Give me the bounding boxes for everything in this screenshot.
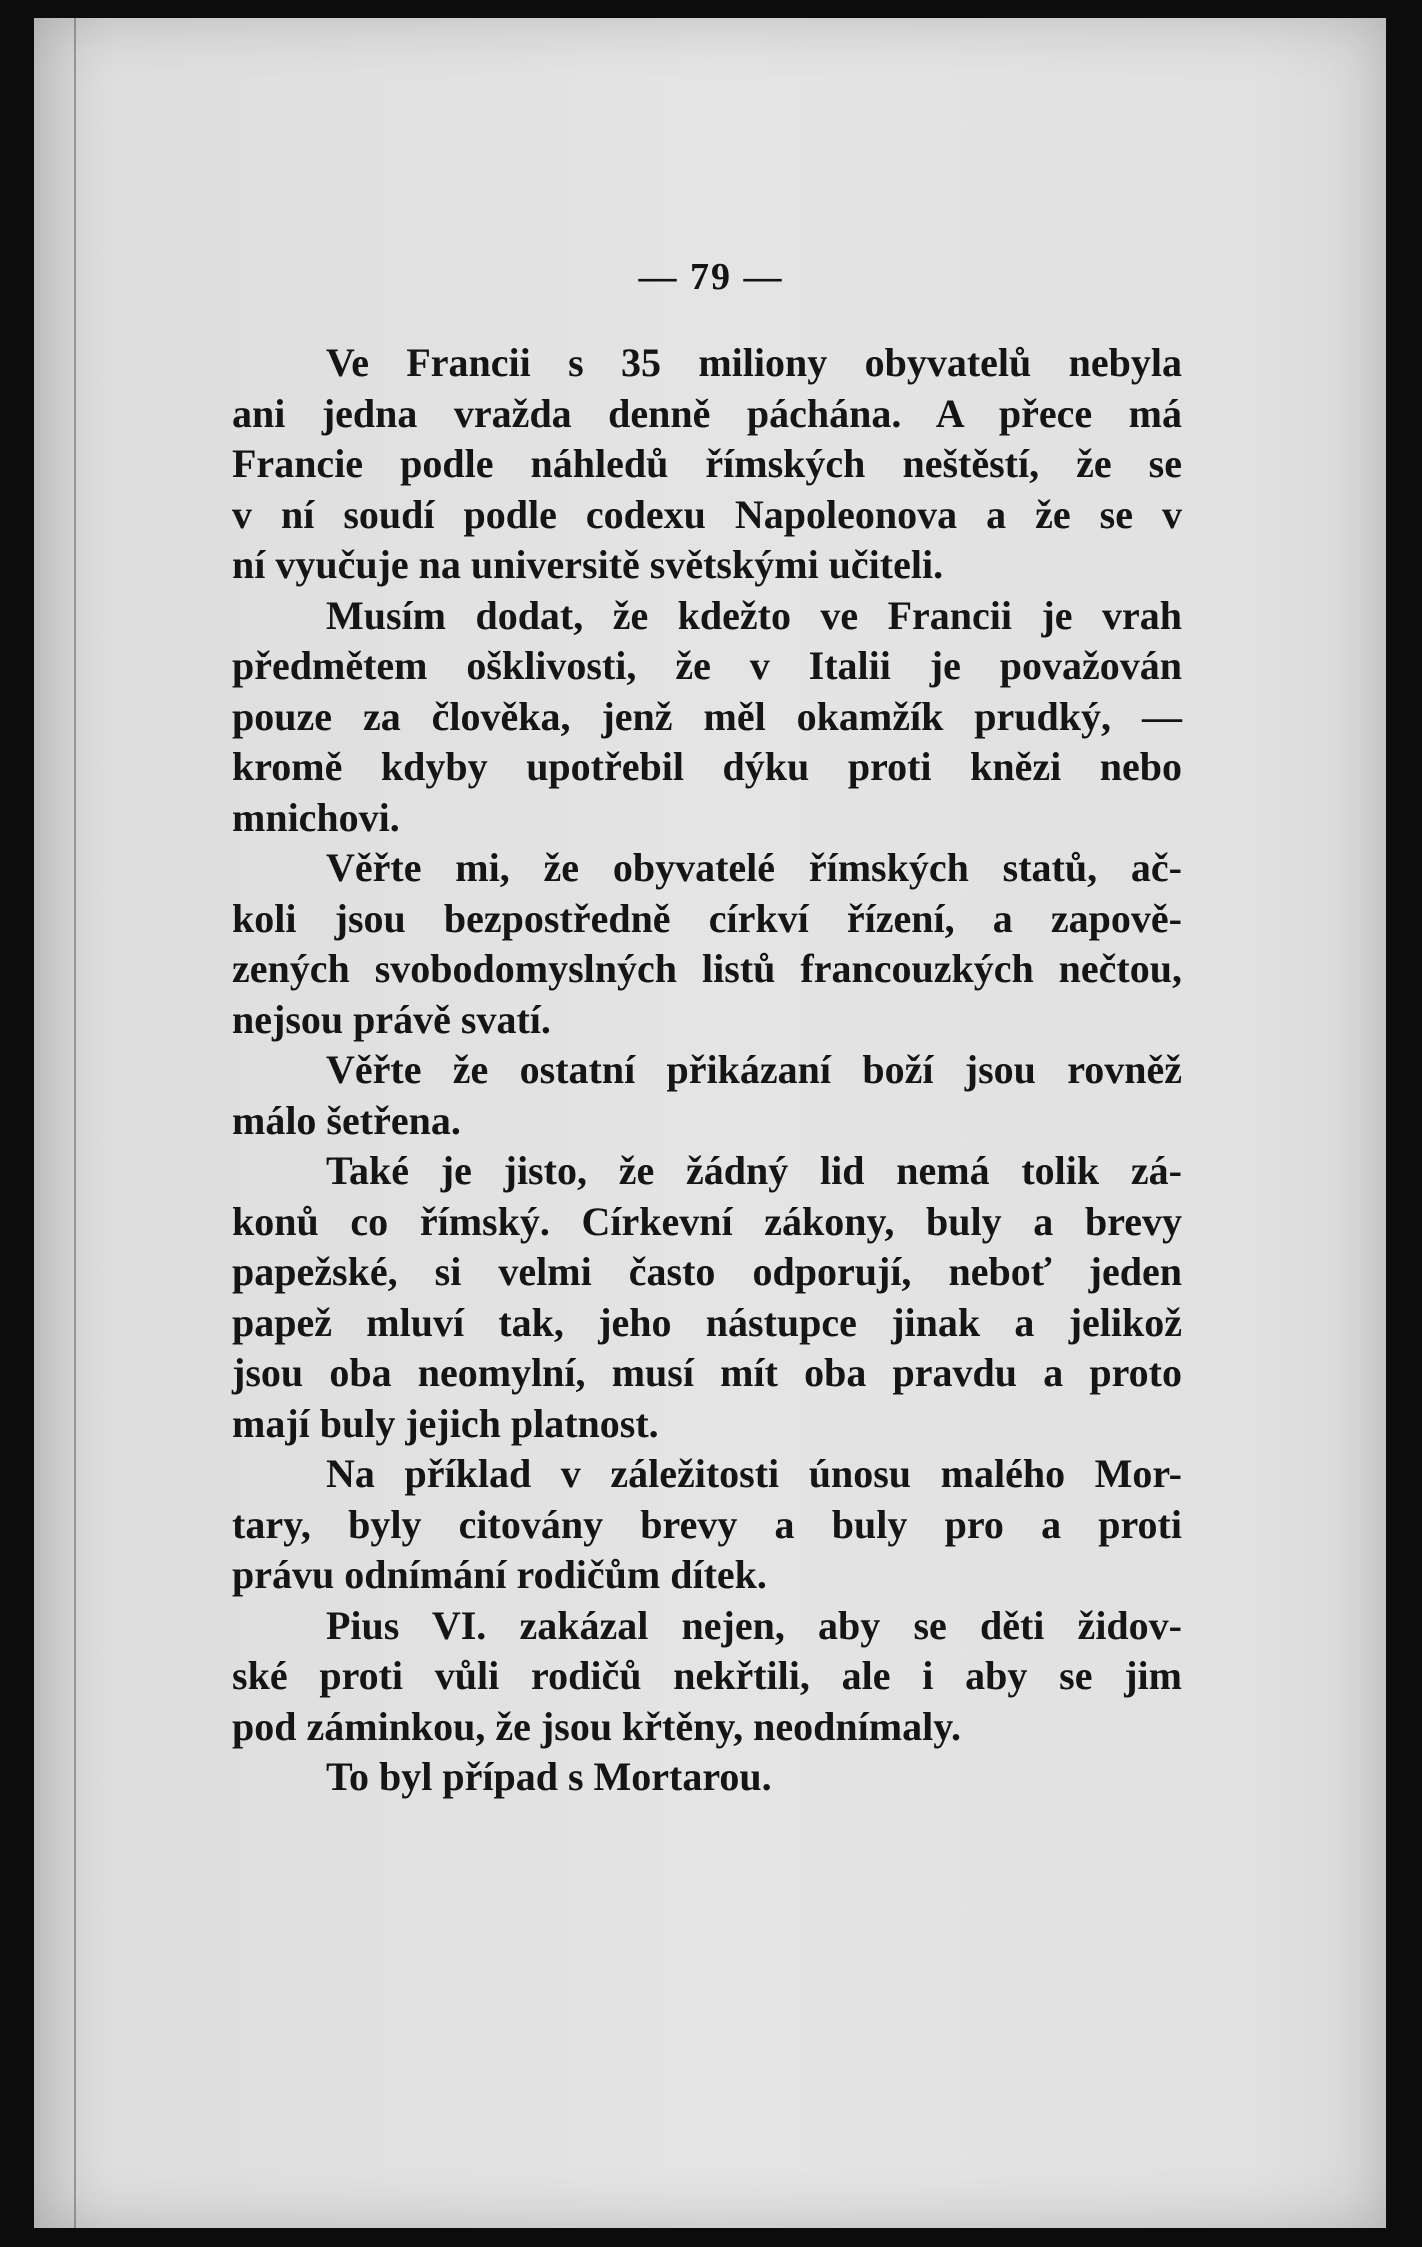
text-line: ské proti vůli rodičů nekřtili, ale i aby se jim [232,1653,1182,1698]
text-line: Musím dodat, že kdežto ve Francii je vrah [326,592,1182,638]
text-line: předmětem ošklivosti, že v Italii je považován [232,643,1182,688]
text-line: Francie podle náhledů římských neštěstí, že se [232,441,1182,486]
text-line: konů co římský. Církevní zákony, buly a brevy [232,1198,1182,1244]
text-line: v ní soudí podle codexu Napoleonova a že se v [232,491,1182,537]
page-number: — 79 — [638,256,784,298]
text-line: mnichovi. [232,794,400,840]
text-line: zených svobodomyslných listů francouzkých nečtou, [232,946,1182,991]
text-line: Také je jisto, že žádný lid nemá tolik zá- [326,1148,1182,1193]
text-line: ní vyučuje na universitě světskými učiteli. [232,542,944,587]
text-line: papež mluví tak, jeho nástupce jinak a jelikož [232,1299,1182,1345]
text-line: Ve Francii s 35 miliony obyvatelů nebyla [326,340,1182,385]
text-line: pouze za člověka, jenž měl okamžík prudký, — [232,693,1182,739]
text-line: ani jedna vražda denně páchána. A přece má [232,390,1182,436]
text-line: papežské, si velmi často odporují, neboť jeden [232,1249,1182,1294]
text-line: kromě kdyby upotřebil dýku proti knězi nebo [232,744,1182,789]
text-line: koli jsou bezpostředně církví řízení, a zapově- [232,895,1182,941]
body-text [232,338,1182,1803]
text-line: tary, byly citovány brevy a buly pro a proti [232,1501,1182,1547]
text-line: mají buly jejich platnost. [232,1400,659,1446]
text-line: Pius VI. zakázal nejen, aby se děti židov- [326,1602,1182,1648]
text-line: To byl případ s Mortarou. [326,1754,772,1799]
text-line: jsou oba neomylní, musí mít oba pravdu a proto [232,1350,1182,1395]
text-line: pod záminkou, že jsou křtěny, neodnímaly. [232,1703,962,1749]
text-line: nejsou právě svatí. [232,996,551,1042]
text-line: málo šetřena. [232,1097,461,1143]
text-line: Věřte že ostatní přikázaní boží jsou rovněž [326,1047,1182,1092]
binding-gutter-line [74,18,76,2228]
text-line: Na příklad v záležitosti únosu malého Mor- [326,1451,1182,1496]
text-line: právu odnímání rodičům dítek. [232,1552,767,1597]
text-line: Věřte mi, že obyvatelé římských statů, ač- [326,845,1182,890]
